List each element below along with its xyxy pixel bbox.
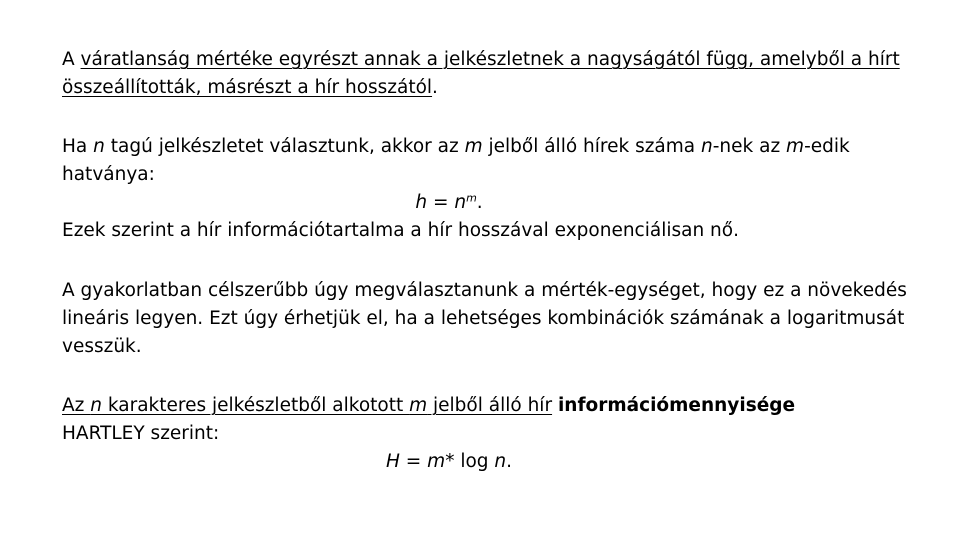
text-segment: A bbox=[62, 49, 81, 70]
variable-n: n bbox=[93, 136, 105, 157]
variable-m: m bbox=[409, 395, 428, 416]
variable-H: H bbox=[385, 451, 400, 472]
log-text: * log bbox=[445, 451, 495, 472]
text-segment: Az bbox=[62, 395, 91, 416]
period: . bbox=[506, 451, 513, 472]
text-segment: HARTLEY szerint: bbox=[62, 423, 220, 444]
text-segment: -edik hatványa: bbox=[62, 136, 850, 185]
text-segment: jelből álló hír bbox=[427, 395, 553, 416]
bold-term: információmennyisége bbox=[557, 395, 796, 416]
text-segment: Ha bbox=[62, 136, 94, 157]
exponent-m: m bbox=[466, 191, 477, 205]
variable-n: n bbox=[701, 136, 713, 157]
text-segment: tagú jelkészletet választunk, akkor az bbox=[104, 136, 465, 157]
paragraph-1 bbox=[62, 46, 912, 102]
variable-m: m bbox=[464, 136, 483, 157]
paragraph-2 bbox=[62, 133, 912, 245]
underlined-text bbox=[62, 395, 552, 416]
text-segment: . bbox=[432, 77, 438, 98]
paragraph-4 bbox=[62, 392, 912, 476]
period: . bbox=[476, 192, 483, 213]
text-segment: karakteres jelkészletből alkotott bbox=[101, 395, 410, 416]
variable-n: n bbox=[494, 451, 507, 472]
equals-sign: = bbox=[399, 451, 428, 472]
underlined-text: váratlanság mértéke egyrészt annak a jelkészletnek a nagyságától függ, amelyből a hírt összeállították, másrészt a hír hosszától bbox=[62, 49, 900, 98]
variable-h: h bbox=[415, 192, 428, 213]
text-segment: Ezek szerint a hír információtartalma a hír hosszával exponenciálisan nő. bbox=[62, 220, 739, 241]
formula-h-equals-n-pow-m bbox=[62, 189, 836, 217]
text-segment: A gyakorlatban célszerűbb úgy megválasztanunk a mérték-egységet, hogy ez a növekedés lineáris legyen. Ezt úgy érhetjük el, ha a lehetséges kombinációk számának a logaritmusát vesszük. bbox=[62, 280, 907, 357]
equals-sign: = bbox=[427, 192, 455, 213]
variable-m: m bbox=[427, 451, 446, 472]
variable-n: n bbox=[90, 395, 102, 416]
formula-hartley bbox=[62, 448, 836, 476]
variable-m: m bbox=[786, 136, 805, 157]
paragraph-3 bbox=[62, 277, 912, 361]
variable-n: n bbox=[454, 192, 467, 213]
text-segment: -nek az bbox=[712, 136, 787, 157]
text-segment: jelből álló hírek száma bbox=[482, 136, 701, 157]
